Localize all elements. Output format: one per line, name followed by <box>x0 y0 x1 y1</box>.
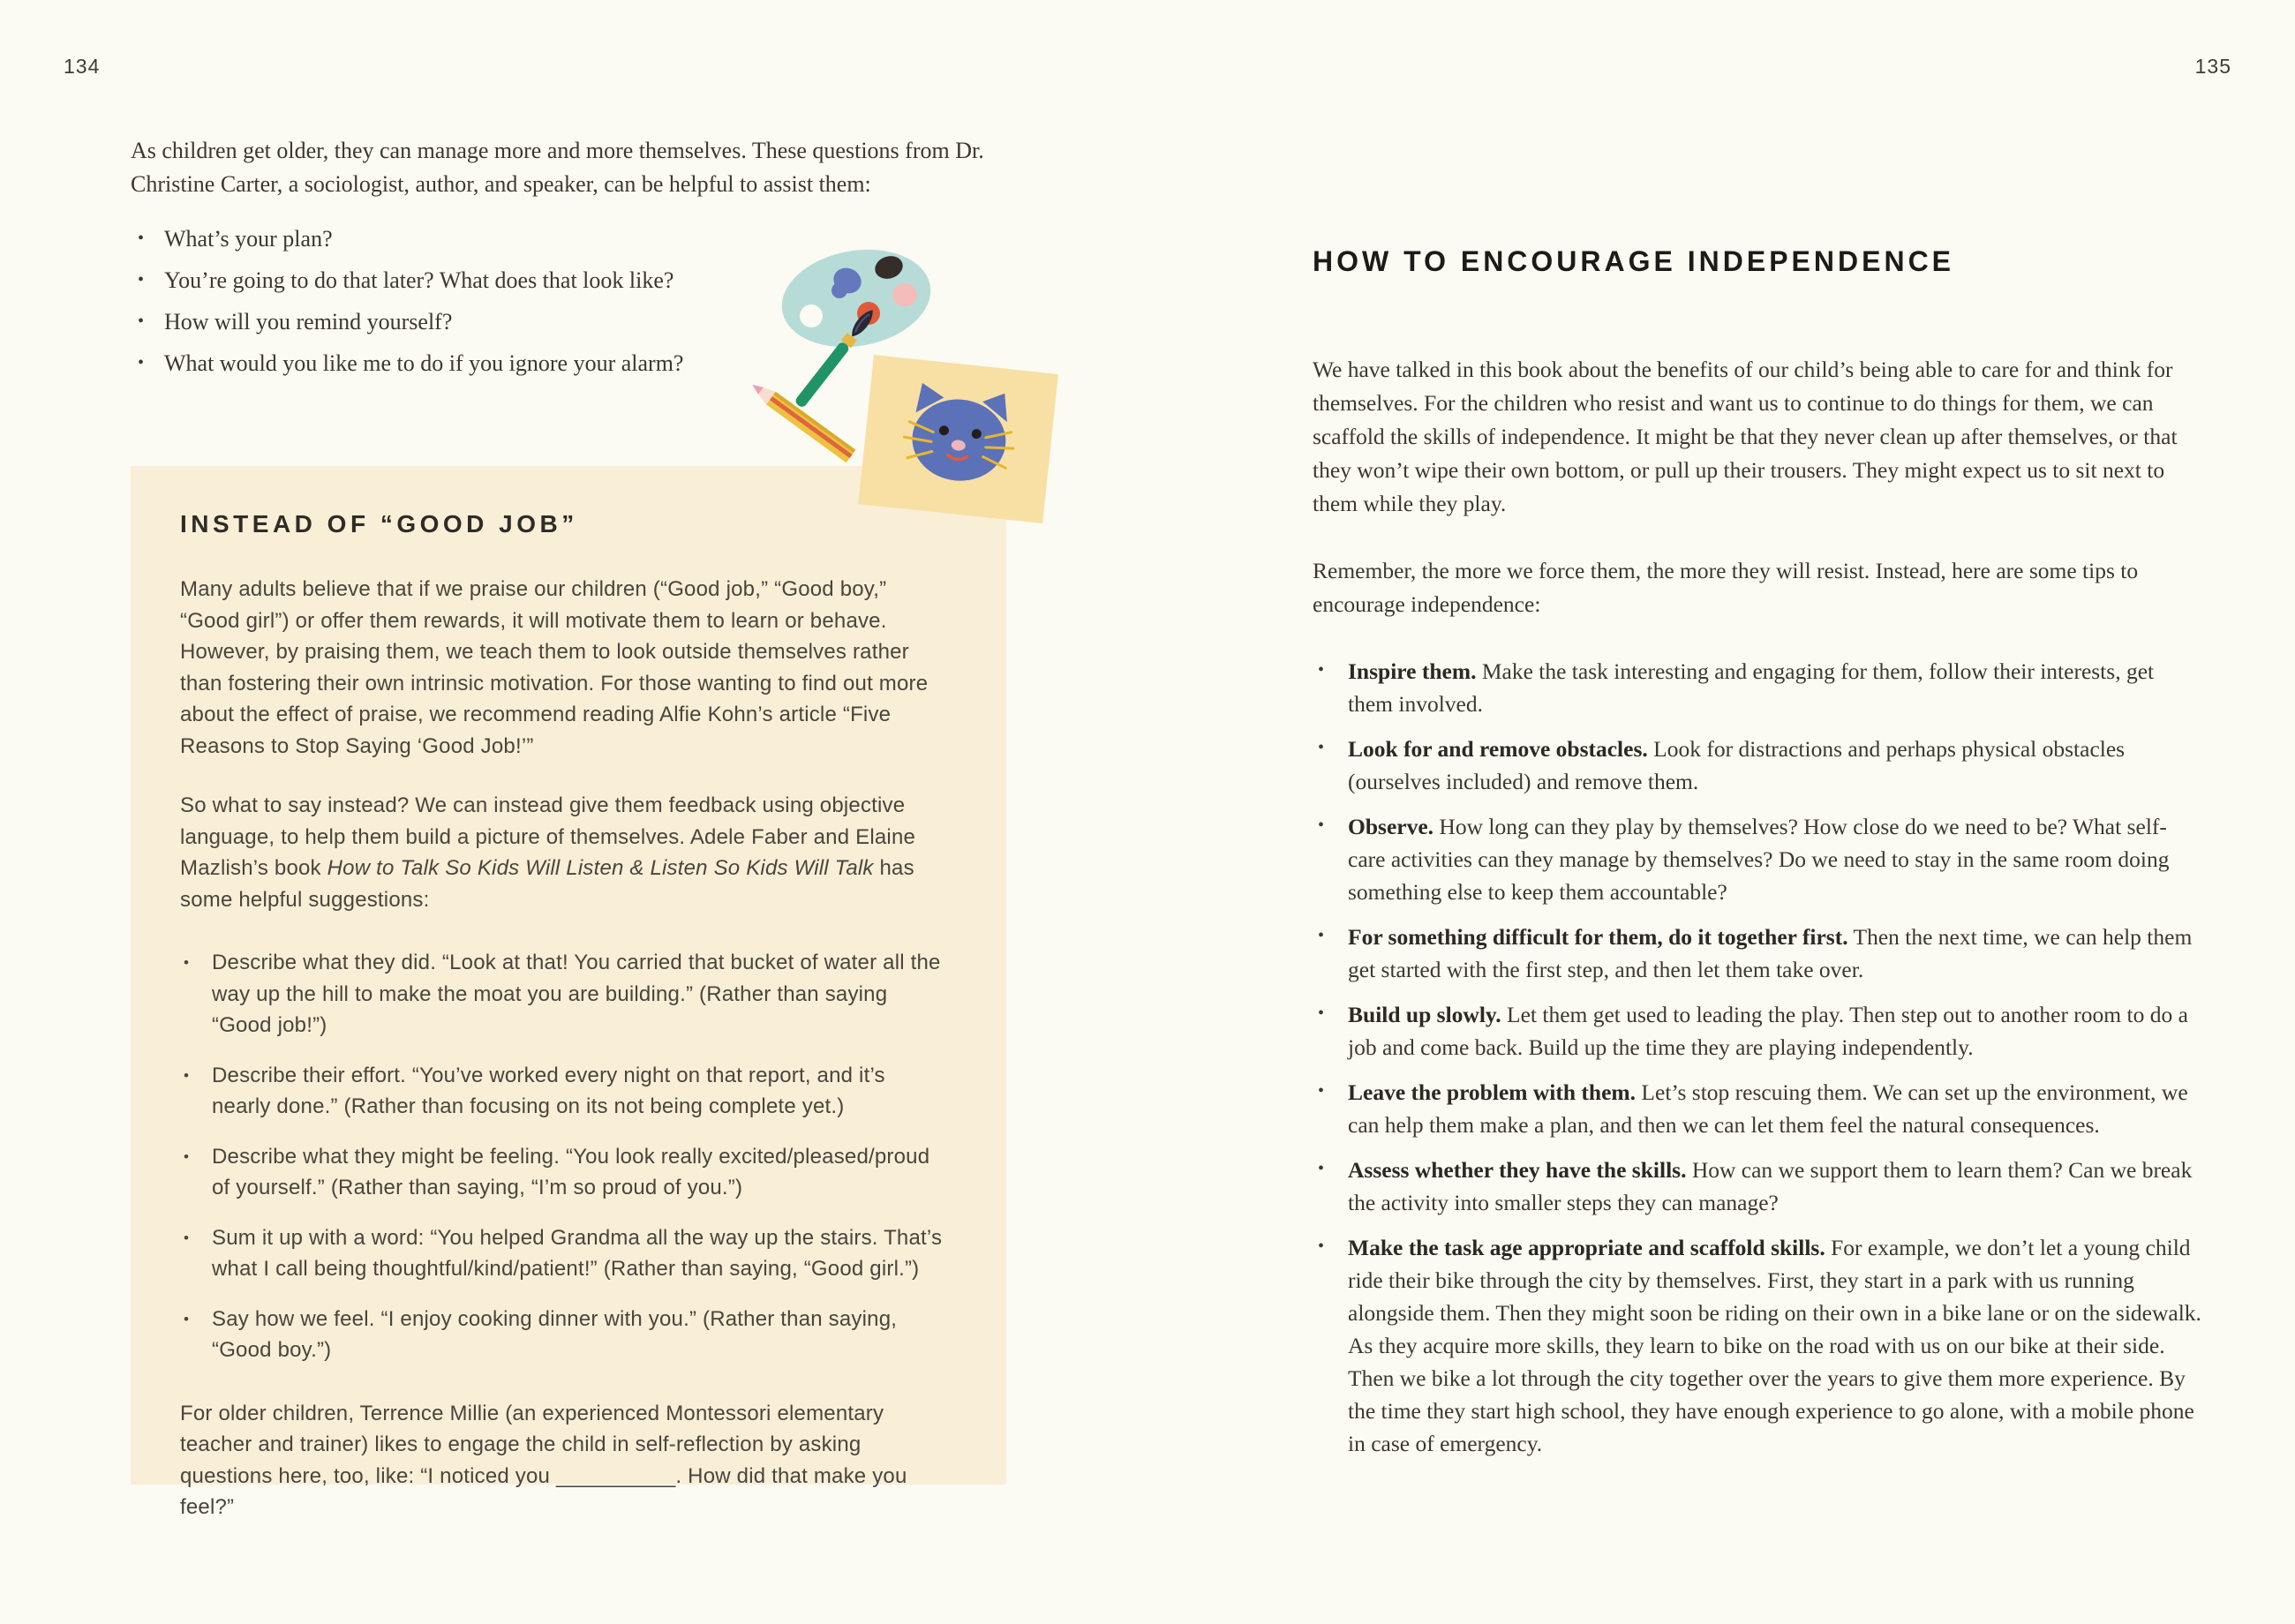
tip-text: Look for distractions and perhaps physical obstacles (ourselves included) and remove them. <box>1348 736 2126 794</box>
tip-lead: Make the task age appropriate and scaffold skills. <box>1348 1235 1825 1260</box>
list-item <box>1313 733 2204 798</box>
list-item <box>1313 1231 2204 1460</box>
chapter-heading: HOW TO ENCOURAGE INDEPENDENCE <box>1313 245 1955 277</box>
instead-of-good-job-box <box>131 466 1006 1519</box>
tip-text: How can we support them to learn them? Can we break the activity into smaller steps they can manage? <box>1348 1157 2193 1215</box>
body-paragraph: We have talked in this book about the benefits of our child’s being able to care for and think for themselves. For the children who resist and want us to continue to do things for them, we can scaffold the skills of independence. It might be that they never clean up after themselves, or that they won’t wipe their own bottom, or pull up their trousers. They might expect us to sit next to them while they play. <box>1313 357 2178 516</box>
list-item: • What would you like me to do if you ignore your alarm? <box>131 350 1027 377</box>
tip-lead: Build up slowly. <box>1348 1002 1501 1027</box>
list-item <box>1313 921 2204 986</box>
tip-text: Let’s stop rescuing them. We can set up the environment, we can help them make a plan, and then we can let them feel the natural consequences. <box>1348 1079 2188 1138</box>
list-item: • Describe what they might be feeling. “You look really excited/pleased/proud of yourself.” (Rather than saying, “I’m so proud of you.”) <box>180 1141 946 1204</box>
tips-list <box>1313 655 2204 1460</box>
list-item <box>1313 998 2204 1064</box>
list-item: • What’s your plan? <box>131 226 1027 252</box>
list-item <box>1313 655 2204 720</box>
palette-hole <box>800 304 823 327</box>
list-item <box>1313 1076 2204 1141</box>
intro-paragraph: As children get older, they can manage more and more themselves. These questions from Dr. Christine Carter, a sociologist, author, and speaker, can be helpful to assist them: <box>131 138 984 197</box>
tip-text: Let them get used to leading the play. Then step out to another room to do a job and come back. Build up the time they are playing independently. <box>1348 1002 2188 1060</box>
list-item: • How will you remind yourself? <box>131 309 1027 335</box>
list-item: • Describe what they did. “Look at that! You carried that bucket of water all the way up the hill to make the moat you are building.” (Rather than saying “Good job!”) <box>180 947 946 1041</box>
right-page <box>1313 245 2204 1472</box>
suggestions-list <box>180 947 946 1366</box>
list-item: • Sum it up with a word: “You helped Grandma all the way up the stairs. That’s what I call being thoughtful/kind/patient!” (Rather than saying, “Good girl.”) <box>180 1222 946 1285</box>
list-item: • Say how we feel. “I enjoy cooking dinner with you.” (Rather than saying, “Good boy.”) <box>180 1304 946 1366</box>
text-run: has some helpful suggestions: <box>180 856 914 912</box>
drawing-paper <box>858 355 1058 523</box>
box-heading: INSTEAD OF “GOOD JOB” <box>180 510 578 538</box>
tip-lead: Assess whether they have the skills. <box>1348 1157 1687 1183</box>
tip-lead: For something difficult for them, do it together first. <box>1348 924 1848 950</box>
tip-lead: Leave the problem with them. <box>1348 1079 1637 1105</box>
box-paragraph <box>180 790 946 915</box>
tip-text: Make the task interesting and engaging for them, follow their interests, get them involved. <box>1348 658 2155 717</box>
tip-lead: Observe. <box>1348 814 1434 839</box>
text-run: So what to say instead? We can instead give them feedback using objective language, to help them build a picture of themselves. Adele Faber and Elaine Mazlish’s book <box>180 793 916 880</box>
box-paragraph: For older children, Terrence Millie (an experienced Montessori elementary teacher and trainer) likes to engage the child in self-reflection by asking questions here, too, like: “I noticed you __________. How did that make you feel?” <box>180 1401 907 1519</box>
list-item: • You’re going to do that later? What does that look like? <box>131 267 1027 294</box>
pencil-icon <box>748 379 855 463</box>
tip-text: How long can they play by themselves? How close do we need to be? What self-care activities can they manage by themselves? Do we need to stay in the same room doing something else to keep them accountable? <box>1348 814 2170 905</box>
tip-text: Then the next time, we can help them get started with the first step, and then let them take over. <box>1348 924 2193 982</box>
list-item: • Describe their effort. “You’ve worked every night on that report, and it’s nearly done.” (Rather than focusing on its not being complete yet.) <box>180 1060 946 1123</box>
page-number-right: 135 <box>2194 55 2231 78</box>
tip-lead: Look for and remove obstacles. <box>1348 736 1648 762</box>
list-item <box>1313 810 2204 908</box>
tip-lead: Inspire them. <box>1348 658 1477 684</box>
tip-text: For example, we don’t let a young child ride their bike through the city by themselves. First, they start in a park with us running alongside them. Then they might soon be riding on their own in a bike lane or on the sidewalk. As they acquire more skills, they learn to bike on the road with us on our bike at their side. Then we bike a lot through the city together over the years to give them more experience. By the time they start high school, they have enough experience to go alone, with a mobile phone in case of emergency. <box>1348 1235 2201 1456</box>
page-number-left: 134 <box>64 55 101 78</box>
art-supplies-illustration <box>741 237 1068 537</box>
body-paragraph: Remember, the more we force them, the more they will resist. Instead, here are some tips to encourage independence: <box>1313 558 2139 617</box>
list-item <box>1313 1154 2204 1219</box>
box-paragraph: Many adults believe that if we praise our children (“Good job,” “Good boy,” “Good girl”) or offer them rewards, it will motivate them to learn or behave. However, by praising them, we teach them to look outside themselves rather than fostering their own intrinsic motivation. For those wanting to find out more about the effect of praise, we recommend reading Alfie Kohn’s article “Five Reasons to Stop Saying ‘Good Job!’” <box>180 577 929 758</box>
book-title: How to Talk So Kids Will Listen & Listen So Kids Will Talk <box>327 856 874 880</box>
